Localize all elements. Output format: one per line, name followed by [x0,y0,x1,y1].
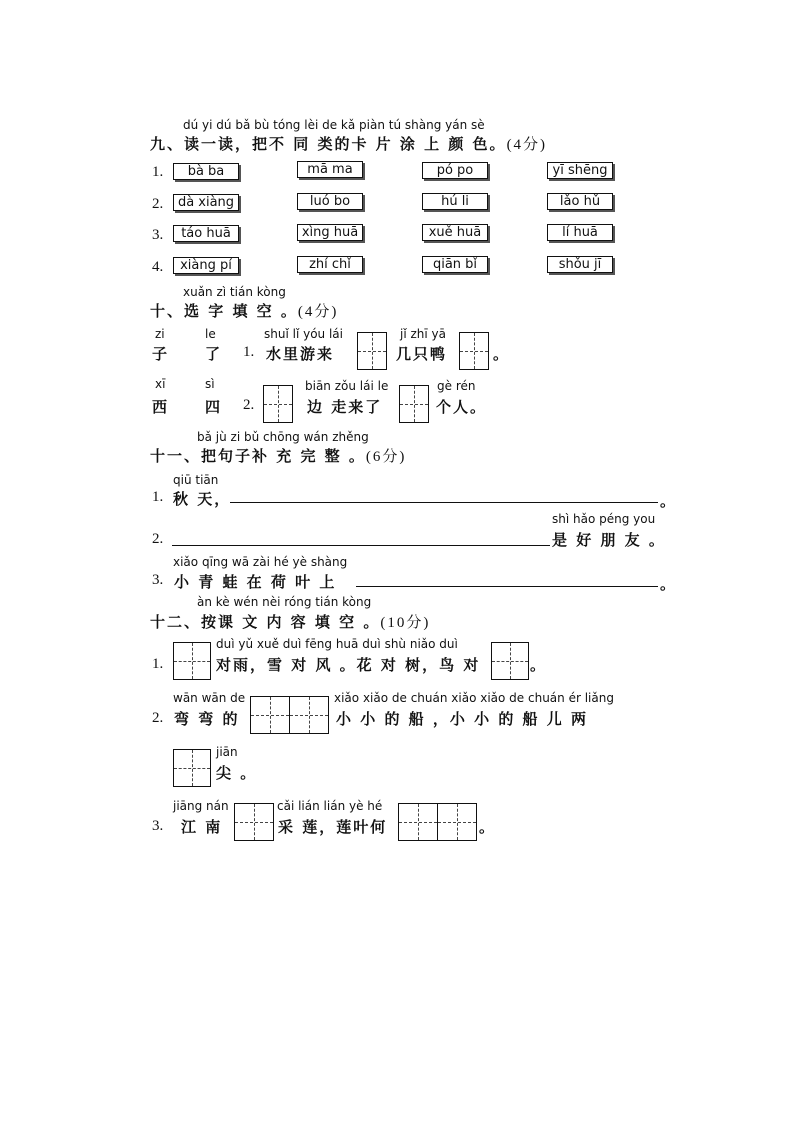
answer-cell[interactable] [491,642,529,680]
q9-pinyin: dú yi dú bǎ bù tóng lèi de kǎ piàn tú shàng yán sè [183,118,485,132]
sentence-pinyin: duì yǔ xuě duì fēng huā duì shù niǎo duì [216,637,458,651]
sentence-text: 江 南 [181,818,223,836]
option-pinyin: xī [155,377,166,391]
sentence-text: 水里游来 [266,345,335,363]
answer-cell[interactable] [234,803,274,841]
row-number: 1. [152,164,164,180]
sentence-text: 弯 弯 的 [174,710,240,728]
sentence-pinyin: xiǎo xiǎo de chuán xiǎo xiǎo de chuán ér liǎng [334,691,614,705]
sentence-text: 尖 。 [216,764,258,782]
sentence-text: 采 莲，莲叶何 [278,818,388,836]
sentence-pinyin: wān wān de [173,691,246,705]
sentence-text: 几只鸭 [396,345,448,363]
pinyin-card[interactable]: mā ma [297,161,363,178]
pinyin-card[interactable]: táo huā [173,225,239,242]
sentence-end: 。 [660,575,678,593]
sentence-pinyin: xiǎo qīng wā zài hé yè shàng [173,555,348,569]
sentence-end: 。 [479,818,497,836]
sentence-end: 。 [660,492,678,510]
sentence-pinyin: jiān [216,745,238,759]
sentence-text: 个人。 [436,398,488,416]
sentence-text: 秋 天， [173,490,232,508]
row-number: 2. [152,196,164,212]
sentence-number: 3. [152,818,164,834]
sentence-number: 3. [152,572,164,588]
pinyin-card[interactable]: xìng huā [297,224,363,241]
q11-pinyin: bǎ jù zi bǔ chōng wán zhěng [197,430,369,444]
answer-cell[interactable] [398,803,438,841]
sentence-pinyin: gè rén [437,379,476,393]
sentence-pinyin: biān zǒu lái le [305,379,389,393]
sentence-pinyin: shì hǎo péng you [552,512,656,526]
q12-title: 十二、按课 文 内 容 填 空 。(10分) [150,613,431,631]
sentence-text: 边 走来了 [307,398,383,416]
sentence-pinyin: shuǐ lǐ yóu lái [264,327,343,341]
sentence-pinyin: jiāng nán [173,799,229,813]
pinyin-card[interactable]: luó bo [297,193,363,210]
option-char: 四 [205,398,223,416]
sentence-text: 小 青 蛙 在 荷 叶 上 [174,573,337,591]
row-number: 4. [152,259,164,275]
option-char: 西 [152,398,170,416]
answer-line[interactable] [230,502,658,503]
sentence-end: 。 [530,656,548,674]
pinyin-card[interactable]: hú li [422,193,488,210]
pinyin-card[interactable]: lí huā [547,224,613,241]
sentence-pinyin: cǎi lián lián yè hé [277,799,383,813]
answer-cell[interactable] [173,642,211,680]
pinyin-card[interactable]: bà ba [173,163,239,180]
option-pinyin: le [205,327,216,341]
sentence-pinyin: jǐ zhī yā [400,327,446,341]
q10-title: 十、选 字 填 空 。(4分) [150,302,339,320]
row-number: 3. [152,227,164,243]
answer-line[interactable] [356,586,658,587]
answer-cell[interactable] [437,803,477,841]
sentence-number: 1. [152,489,164,505]
sentence-number: 1. [152,656,164,672]
pinyin-card[interactable]: yī shēng [547,162,613,179]
pinyin-card[interactable]: zhí chǐ [297,256,363,273]
sentence-number: 2. [152,531,164,547]
sentence-end: 。 [493,345,511,363]
option-pinyin: sì [205,377,215,391]
answer-cell[interactable] [357,332,387,370]
sentence-number: 2. [152,710,164,726]
pinyin-card[interactable]: qiān bǐ [422,256,488,273]
answer-line[interactable] [172,545,550,546]
sentence-text: 小 小 的 船 ，小 小 的 船 儿 两 [336,710,589,728]
pinyin-card[interactable]: pó po [422,162,488,179]
pinyin-card[interactable]: dà xiàng [173,194,239,211]
answer-cell[interactable] [263,385,293,423]
sentence-text: 是 好 朋 友 。 [552,531,666,549]
sentence-text: 对雨，雪 对 风 。花 对 树，鸟 对 [216,656,481,674]
option-char: 了 [205,345,223,363]
pinyin-card[interactable]: xiàng pí [173,257,239,274]
sentence-pinyin: qiū tiān [173,473,219,487]
option-pinyin: zi [155,327,165,341]
q12-pinyin: àn kè wén nèi róng tián kòng [197,595,372,609]
answer-cell[interactable] [459,332,489,370]
q11-title: 十一、把句子补 充 完 整 。(6分) [150,447,407,465]
pinyin-card[interactable]: lǎo hǔ [547,193,613,210]
sentence-number: 2. [243,397,255,413]
pinyin-card[interactable]: shǒu jī [547,256,613,273]
answer-cell[interactable] [250,696,290,734]
sentence-number: 1. [243,344,255,360]
q10-pinyin: xuǎn zì tián kòng [183,285,286,299]
answer-cell[interactable] [173,749,211,787]
answer-cell[interactable] [399,385,429,423]
pinyin-card[interactable]: xuě huā [422,224,488,241]
answer-cell[interactable] [289,696,329,734]
q9-title: 九、读一读，把不 同 类的卡 片 涂 上 颜 色。(4分) [150,135,548,153]
option-char: 子 [152,345,170,363]
